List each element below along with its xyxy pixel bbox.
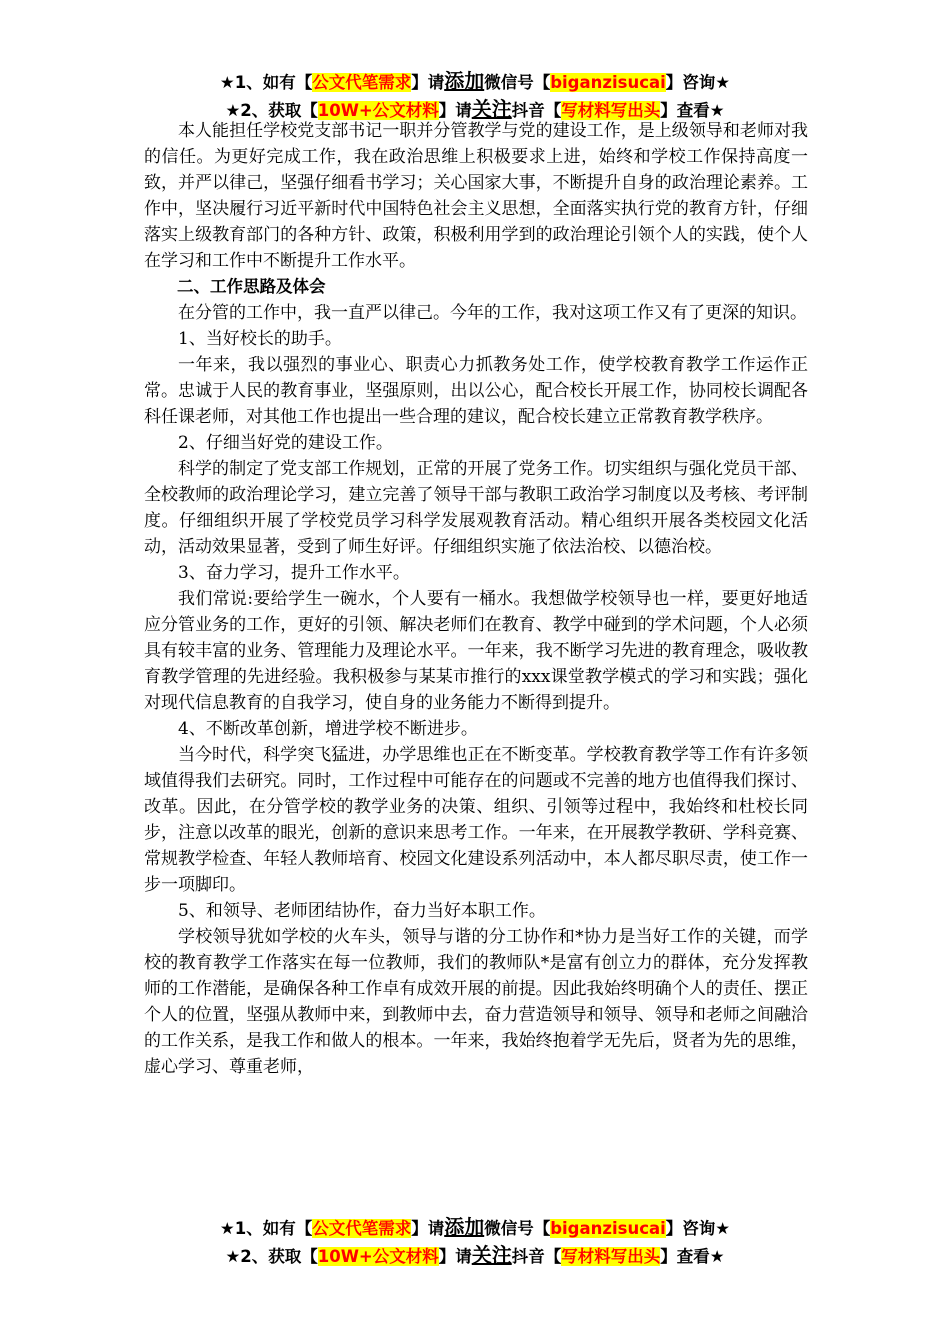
header-banner — [0, 68, 950, 124]
banner-emphasis: 关注 — [471, 1243, 512, 1267]
subheading: 2、仔细当好党的建设工作。 — [178, 433, 393, 453]
paragraph: 在分管的工作中，我一直严以律己。今年的工作，我对这项工作又有了更深的知识。 — [178, 303, 807, 323]
banner-text: 抖音【 — [511, 101, 562, 120]
banner-text: ★2、获取【 — [225, 101, 318, 120]
banner-text: 】请 — [411, 1219, 445, 1238]
paragraph: 本人能担任学校党支部书记一职并分管教学与党的建设工作，是上级领导和老师对我的信任。为更好完成工作，我在政治思维上积极要求上进，始终和学校工作保持高度一致，并严以律己，坚强仔细看书学习；关心国家大事，不断提升自身的政治理论素养。工作中，坚决履行习近平新时代中国特色社会主义思想，全面落实执行党的教育方针，仔细落实上级教育部门的各种方针、政策，积极利用学到的政治理论引领个人的实践，使个人在学习和工作中不断提升工作水平。 — [144, 121, 808, 271]
banner-emphasis: 关注 — [471, 97, 512, 121]
paragraph: 学校领导犹如学校的火车头，领导与谐的分工协作和*协力是当好工作的关键，而学校的教育教学工作落实在每一位教师，我们的教师队*是富有创立力的群体，充分发挥教师的工作潜能，是确保各种工作卓有成效开展的前提。因此我始终明确个人的责任、摆正个人的位置，坚强从教师中来，到教师中去，奋力营造领导和领导、领导和老师之间融洽的工作关系，是我工作和做人的根本。一年来，我始终抱着学无先后，贤者为先的思维，虚心学习、尊重老师， — [144, 927, 808, 1077]
banner-text: 】请 — [438, 101, 472, 120]
banner-emphasis: 添加 — [444, 69, 485, 93]
banner-line-2 — [0, 1242, 950, 1270]
banner-text: 】查看★ — [660, 101, 725, 120]
banner-text: 】请 — [438, 1247, 472, 1266]
section-heading: 二、工作思路及体会 — [177, 277, 326, 296]
banner-text: ★1、如有【 — [219, 73, 313, 92]
subheading: 3、奋力学习，提升工作水平。 — [178, 563, 410, 583]
banner-text: 抖音【 — [511, 1247, 562, 1266]
subheading: 1、当好校长的助手。 — [178, 329, 342, 349]
banner-text: 】咨询★ — [665, 73, 731, 92]
paragraph: 一年来，我以强烈的事业心、职责心力抓教务处工作，使学校教育教学工作运作正常。忠诚于人民的教育事业，坚强原则，出以公心，配合校长开展工作，协同校长调配各科任课老师，对其他工作也提出一些合理的建议，配合校长建立正常教育教学秩序。 — [144, 355, 808, 427]
banner-highlight: 写材料写出头 — [561, 101, 661, 120]
banner-highlight: 写材料写出头 — [561, 1247, 661, 1266]
subheading: 5、和领导、老师团结协作，奋力当好本职工作。 — [178, 901, 546, 921]
banner-highlight: 公文代笔需求 — [312, 1219, 412, 1238]
paragraph: 当今时代，科学突飞猛进，办学思维也正在不断变革。学校教育教学等工作有许多领域值得我们去研究。同时，工作过程中可能存在的问题或不完善的地方也值得我们探讨、改革。因此，在分管学校的教学业务的决策、组织、引领等过程中，我始终和杜校长同步，注意以改革的眼光，创新的意识来思考工作。一年来，在开展教学教研、学科竞赛、常规教学检查、年轻人教师培育、校园文化建设系列活动中，本人都尽职尽责，使工作一步一项脚印。 — [144, 745, 808, 895]
footer-banner — [0, 1214, 950, 1270]
banner-text: 微信号【 — [484, 73, 551, 92]
banner-line-1 — [0, 1214, 950, 1242]
banner-text: 微信号【 — [484, 1219, 551, 1238]
document-body — [144, 118, 808, 1080]
paragraph: 科学的制定了党支部工作规划，正常的开展了党务工作。切实组织与强化党员干部、全校教师的政治理论学习，建立完善了领导干部与教职工政治学习制度以及考核、考评制度。仔细组织开展了学校党员学习科学发展观教育活动。精心组织开展各类校园文化活动，活动效果显著，受到了师生好评。仔细组织实施了依法治校、以德治校。 — [144, 459, 808, 557]
banner-highlight: biganzisucai — [550, 73, 666, 92]
banner-text: ★2、获取【 — [225, 1247, 318, 1266]
paragraph: 我们常说:要给学生一碗水，个人要有一桶水。我想做学校领导也一样，要更好地适应分管业务的工作，更好的引领、解决老师们在教育、教学中碰到的学术问题，个人必须具有较丰富的业务、管理能力及理论水平。一年来，我不断学习先进的教育理念，吸收教育教学管理的先进经验。我积极参与某某市推行的xxx课堂教学模式的学习和实践；强化对现代信息教育的自我学习，使自身的业务能力不断得到提升。 — [144, 589, 808, 713]
banner-text: 】查看★ — [660, 1247, 725, 1266]
banner-highlight: 10W+公文材料 — [317, 101, 439, 120]
banner-highlight: biganzisucai — [550, 1219, 666, 1238]
banner-emphasis: 添加 — [444, 1215, 485, 1239]
banner-text: ★1、如有【 — [219, 1219, 313, 1238]
banner-text: 】请 — [411, 73, 445, 92]
banner-highlight: 10W+公文材料 — [317, 1247, 439, 1266]
banner-text: 】咨询★ — [665, 1219, 731, 1238]
banner-highlight: 公文代笔需求 — [312, 73, 412, 92]
banner-line-1 — [0, 68, 950, 96]
subheading: 4、不断改革创新，增进学校不断进步。 — [178, 719, 478, 739]
